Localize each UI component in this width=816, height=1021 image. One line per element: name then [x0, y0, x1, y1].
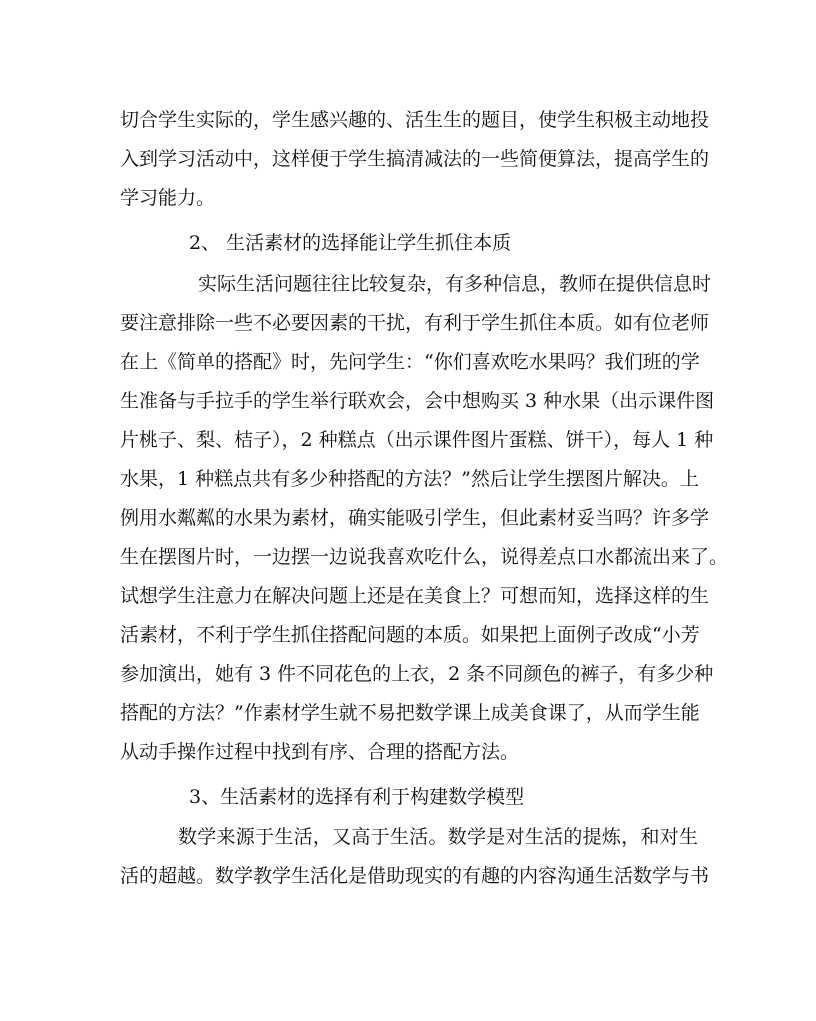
text-line: 生在摆图片时，一边摆一边说我喜欢吃什么，说得差点口水都流出来了。 — [120, 546, 729, 568]
section-heading: 2、 生活素材的选择能让学生抓住本质 — [189, 232, 512, 254]
section-heading: 3、生活素材的选择有利于构建数学模型 — [189, 786, 525, 808]
text-line: 切合学生实际的，学生感兴趣的、活生生的题目，使学生积极主动地投 — [120, 109, 710, 131]
text-line: 从动手操作过程中找到有序、合理的搭配方法。 — [120, 741, 520, 763]
text-line: 学习能力。 — [120, 187, 216, 209]
text-line: 例用水粼粼的水果为素材，确实能吸引学生，但此素材妥当吗？许多学 — [120, 507, 710, 529]
text-line: 入到学习活动中，这样便于学生搞清减法的一些简便算法，提高学生的 — [120, 148, 710, 170]
text-line: 生准备与手拉手的学生举行联欢会，会中想购买 3 种水果（出示课件图 — [120, 390, 715, 412]
text-line: 实际生活问题往往比较复杂，有多种信息，教师在提供信息时 — [198, 273, 712, 295]
text-line: 参加演出，她有 3 件不同花色的上衣，2 条不同颜色的裤子，有多少种 — [120, 663, 714, 685]
text-line: 试想学生注意力在解决问题上还是在美食上？可想而知，选择这样的生 — [120, 585, 710, 607]
text-line: 搭配的方法？”作素材学生就不易把数学课上成美食课了，从而学生能 — [120, 702, 700, 724]
text-line: 数学来源于生活，又高于生活。数学是对生活的提炼，和对生 — [178, 826, 698, 848]
text-line: 水果，1 种糕点共有多少种搭配的方法？”然后让学生摆图片解决。上 — [120, 468, 699, 490]
text-line: 在上《简单的搭配》时，先问学生：“你们喜欢吃水果吗？我们班的学 — [120, 351, 700, 373]
text-line: 活的超越。数学教学生活化是借助现实的有趣的内容沟通生活数学与书 — [120, 865, 710, 887]
text-line: 片桃子、梨、桔子），2 种糕点（出示课件图片蛋糕、饼干），每人 1 种 — [120, 429, 714, 451]
text-line: 活素材，不利于学生抓住搭配问题的本质。如果把上面例子改成“小芳 — [120, 624, 700, 646]
text-line: 要注意排除一些不必要因素的干扰，有利于学生抓住本质。如有位老师 — [120, 312, 710, 334]
